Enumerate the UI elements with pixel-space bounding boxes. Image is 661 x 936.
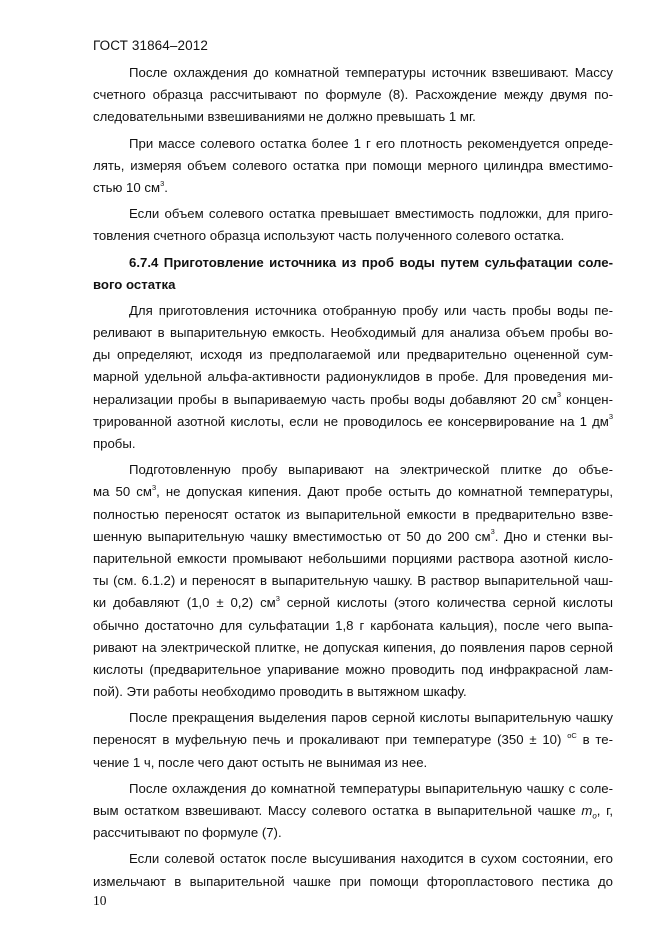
document-body: [93, 62, 613, 893]
text-line: реливают в выпарительную емкость. Необходимый для анализа объем пробы во-: [93, 325, 613, 341]
text-line: следовательными взвешиваниями не должно превышать 1 мг.: [93, 109, 476, 125]
text-line: шенную выпарительную чашку вместимостью от 50 до 200 $см^3$. Дно и стенки вы-: [93, 527, 613, 544]
text-line: Для приготовления источника отобранную пробу или часть пробы воды пе-: [129, 302, 613, 318]
text-line: нерализации пробы в выпариваемую часть пробы воды добавляют 20 $см^3$ концен-: [93, 390, 613, 407]
text-line: вого остатка: [93, 276, 176, 292]
text-line: Если объем солевого остатка превышает вместимость подложки, для приго-: [129, 206, 613, 222]
text-line: товления счетного образца используют часть полученного солевого остатка.: [93, 228, 565, 244]
text-line: обычно достаточно для сульфатации 1,8 г карбоната кальция), после чего выпа-: [93, 617, 613, 633]
paragraph: [93, 848, 613, 892]
text-line: После прекращения выделения паров серной кислоты выпарительную чашку: [129, 710, 613, 726]
paragraph: [93, 300, 613, 455]
text-line: парительной емкости промывают небольшими порциями раствора азотной кисло-: [93, 550, 613, 566]
text-line: При массе солевого остатка более 1 г его плотность рекомендуется опреде-: [129, 135, 613, 151]
text-line: трированной азотной кислоты, если не проводилось ее консервирование на 1 $дм^3$: [93, 412, 613, 429]
text-line: измельчают в выпарительной чашке при помощи фторопластового пестика до: [93, 873, 613, 889]
text-line: переносят в муфельную печь и прокаливают при температуре (350 ± 10) $^{oC}$ в те-: [93, 731, 613, 748]
text-line: 6.7.4 Приготовление источника из проб воды путем сульфатации соле-: [129, 254, 613, 270]
text-line: Подготовленную пробу выпаривают на электрической плитке до объе-: [129, 462, 613, 478]
text-line: лять, измеряя объем солевого остатка при помощи мерного цилиндра вместимо-: [93, 157, 613, 173]
paragraph: [93, 778, 613, 845]
text-line: стью 10 $см^3$.: [93, 178, 168, 195]
paragraph: [93, 133, 613, 200]
paragraph: [93, 203, 613, 247]
text-line: ривают на электрической плитке, не допуская кипения, до появления паров серной: [93, 639, 613, 655]
paragraph: [93, 707, 613, 774]
standard-code-header: ГОСТ 31864–2012: [93, 38, 208, 53]
text-line: марной удельной альфа-активности радионуклидов в пробе. Для проведения ми-: [93, 369, 613, 385]
text-line: вым остатком взвешивают. Массу солевого остатка в выпарительной чашке $m_o$, г,: [93, 803, 613, 821]
text-line: чение 1 ч, после чего дают остыть не вынимая из нее.: [93, 754, 428, 770]
text-line: После охлаждения до комнатной температуры выпарительную чашку с соле-: [129, 780, 613, 796]
text-line: ма 50 $см^3$, не допуская кипения. Дают пробе остыть до комнатной температуры,: [93, 482, 613, 500]
text-line: рассчитывают по формуле (7).: [93, 825, 282, 841]
paragraph: [93, 62, 613, 129]
text-line: полностью переносят остаток из выпарительной емкости в предварительно взве-: [93, 506, 613, 522]
text-line: После охлаждения до комнатной температуры источник взвешивают. Массу: [129, 65, 613, 80]
text-line: пой). Эти работы необходимо проводить в вытяжном шкафу.: [93, 684, 467, 700]
section-heading: [93, 252, 613, 296]
text-line: кислоты (предварительное упаривание можно проводить под инфракрасной лам-: [93, 661, 613, 677]
text-line: Если солевой остаток после высушивания находится в сухом состоянии, его: [129, 851, 613, 867]
text-line: ды определяют, исходя из предполагаемой или предварительно оцененной сум-: [93, 347, 613, 363]
text-line: счетного образца рассчитывают по формуле (8). Расхождение между двумя по-: [93, 87, 613, 103]
page-number: 10: [93, 893, 107, 908]
text-line: пробы.: [93, 436, 136, 451]
text-line: ки добавляют (1,0 ± 0,2) $см^3$ серной кислоты (этого количества серной кислоты: [93, 593, 613, 611]
paragraph: [93, 459, 613, 703]
text-line: ты (см. 6.1.2) и переносят в выпарительную чашку. В раствор выпарительной чаш-: [93, 573, 613, 589]
